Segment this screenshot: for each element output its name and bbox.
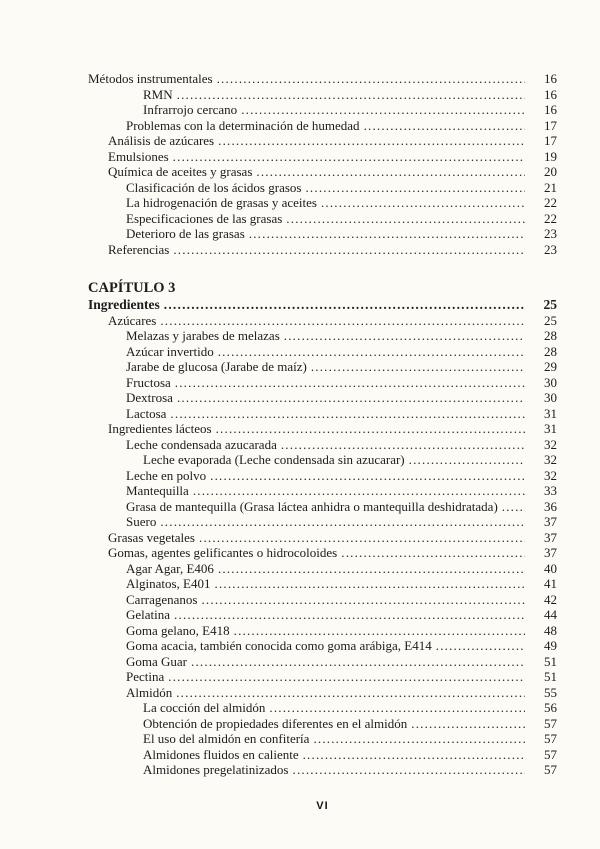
toc-entry <box>88 623 557 639</box>
dot-leader <box>172 685 525 701</box>
toc-entry <box>88 149 557 165</box>
dot-leader <box>166 406 525 422</box>
dot-leader <box>252 164 525 180</box>
toc-entry-label: Alginatos, E401 <box>126 576 211 591</box>
toc-entry <box>88 499 557 515</box>
page-number: 28 <box>544 343 557 359</box>
dot-leader <box>173 390 525 406</box>
toc-entry-label: Almidón <box>126 684 173 700</box>
toc-entry <box>88 607 557 623</box>
toc-entry <box>88 375 557 391</box>
toc-entry-label: Infrarrojo cercano <box>143 102 238 117</box>
toc-entry <box>88 762 557 778</box>
toc-entry <box>88 731 557 747</box>
dot-leader <box>245 226 525 242</box>
toc-entry <box>88 242 557 258</box>
dot-leader <box>214 344 525 360</box>
dot-leader <box>309 731 525 747</box>
dot-leader <box>299 747 525 763</box>
page-number: 16 <box>544 86 557 102</box>
dot-leader <box>170 607 525 623</box>
toc-entry <box>88 226 557 242</box>
page-number: 42 <box>544 591 557 607</box>
page-number: 20 <box>544 164 557 179</box>
page-number: 57 <box>544 762 557 777</box>
page-number: 49 <box>544 638 557 653</box>
dot-leader <box>230 623 525 639</box>
toc-entry-label: Emulsiones <box>108 148 169 164</box>
page-number: 37 <box>544 545 557 560</box>
toc-entry <box>88 211 557 227</box>
toc-entry-label: Grasa de mantequilla (Grasa láctea anhidra o mantequilla deshidratada) <box>126 498 498 514</box>
toc-entry <box>88 71 557 87</box>
page-number: 57 <box>544 746 557 762</box>
toc-entry <box>88 359 557 375</box>
toc-entry <box>88 118 557 134</box>
toc-entry-label: Almidones pregelatinizados <box>143 762 289 777</box>
page-number: 41 <box>544 576 557 591</box>
page-number: 25 <box>544 312 557 328</box>
page-number: 30 <box>544 390 557 405</box>
page-number: 37 <box>544 529 557 545</box>
dot-leader <box>360 118 525 134</box>
toc-entry <box>88 483 557 499</box>
toc-entry <box>88 87 557 103</box>
toc-entry-label: Ingredientes lácteos <box>108 421 212 436</box>
toc-entry <box>88 180 557 196</box>
toc-entry <box>88 164 557 180</box>
toc-entry-label: Obtención de propiedades diferentes en el almidón <box>143 715 408 731</box>
toc-entry-label: Agar Agar, E406 <box>126 560 214 576</box>
page-number: 23 <box>544 226 557 241</box>
toc-entry-label: Problemas con la determinación de humedad <box>126 117 360 133</box>
toc-entry <box>88 297 557 313</box>
page-footer <box>88 800 557 812</box>
toc-entry-label: Especificaciones de las grasas <box>126 210 283 226</box>
dot-leader <box>280 328 525 344</box>
toc-entry <box>88 654 557 670</box>
toc-entry-label: Fructosa <box>126 374 171 390</box>
dot-leader <box>213 71 525 87</box>
dot-leader <box>214 133 525 149</box>
page-number: 57 <box>544 715 557 731</box>
toc-entry-label: Mantequilla <box>126 483 189 498</box>
dot-leader <box>187 654 525 670</box>
page-number: 22 <box>544 210 557 226</box>
toc-entry-label: Análisis de azúcares <box>108 133 215 148</box>
page-number: 28 <box>544 328 557 343</box>
toc-entry-label: Pectina <box>126 669 165 684</box>
toc-entry <box>88 669 557 685</box>
page-number: 17 <box>544 117 557 133</box>
toc-entry <box>88 530 557 546</box>
table-of-contents <box>88 0 557 778</box>
dot-leader <box>160 297 525 313</box>
toc-entry-label: Clasificación de los ácidos grasos <box>126 179 302 195</box>
toc-entry <box>88 468 557 484</box>
dot-leader <box>237 102 525 118</box>
toc-entry <box>88 638 557 654</box>
toc-entry-label: Ingredientes <box>88 297 160 312</box>
dot-leader <box>407 716 525 732</box>
toc-entry <box>88 328 557 344</box>
toc-entry-label: Leche evaporada (Leche condensada sin azucarar) <box>143 452 405 467</box>
page-number: 44 <box>544 607 557 622</box>
dot-leader <box>498 499 525 515</box>
toc-entry-label: Leche condensada azucarada <box>126 436 277 452</box>
toc-entry-label: Referencias <box>108 241 170 257</box>
dot-leader <box>206 468 525 484</box>
toc-entry-label: El uso del almidón en confitería <box>143 731 310 746</box>
toc-entry <box>88 133 557 149</box>
toc-entry <box>88 344 557 360</box>
page-number: 17 <box>544 133 557 148</box>
toc-entry-label: Azúcares <box>108 312 157 328</box>
dot-leader <box>214 561 525 577</box>
toc-entry <box>88 747 557 763</box>
page-number: 23 <box>544 241 557 257</box>
toc-entry-label: Goma Guar <box>126 653 188 669</box>
dot-leader <box>212 421 525 437</box>
footer-page-number: VI <box>316 799 329 812</box>
dot-leader <box>169 242 525 258</box>
toc-entry <box>88 195 557 211</box>
dot-leader <box>173 87 525 103</box>
toc-entry <box>88 514 557 530</box>
page-number: 31 <box>544 421 557 436</box>
toc-entry-label: Gomas, agentes gelificantes o hidrocoloides <box>108 545 338 560</box>
page-number: 22 <box>544 195 557 210</box>
toc-entry-label: Goma gelano, E418 <box>126 622 230 638</box>
page-number: 37 <box>544 514 557 529</box>
chapter-heading: CAPÍTULO 3 <box>88 280 176 296</box>
dot-leader <box>289 762 526 778</box>
dot-leader <box>265 700 525 716</box>
dot-leader <box>211 576 526 592</box>
dot-leader <box>337 545 525 561</box>
toc-entry <box>88 685 557 701</box>
toc-entry <box>88 592 557 608</box>
toc-entry <box>88 313 557 329</box>
dot-leader <box>432 638 525 654</box>
page-number: 51 <box>544 669 557 684</box>
dot-leader <box>189 483 525 499</box>
page-number: 33 <box>544 483 557 498</box>
toc-entry-label: La cocción del almidón <box>143 700 266 715</box>
toc-entry-label: Carragenanos <box>126 591 198 607</box>
page-number: 19 <box>544 148 557 164</box>
toc-entry <box>88 437 557 453</box>
page-number: 16 <box>544 71 557 86</box>
dot-leader <box>282 211 525 227</box>
toc-entry <box>88 406 557 422</box>
page-number: 32 <box>544 436 557 452</box>
toc-entry-label: Jarabe de glucosa (Jarabe de maíz) <box>126 359 307 374</box>
toc-entry <box>88 452 557 468</box>
toc-entry-label: Goma acacia, también conocida como goma arábiga, E414 <box>126 638 432 653</box>
page-number: 25 <box>543 297 557 312</box>
dot-leader <box>156 313 525 329</box>
toc-entry-label: Grasas vegetales <box>108 529 195 545</box>
toc-entry-label: Dextrosa <box>126 390 173 405</box>
toc-entry <box>88 545 557 561</box>
toc-entry-label: Deterioro de las grasas <box>126 226 245 241</box>
page-number: 51 <box>544 653 557 669</box>
toc-entry-label: Lactosa <box>126 405 167 421</box>
page-number: 16 <box>544 102 557 117</box>
dot-leader <box>277 437 525 453</box>
dot-leader <box>317 195 525 211</box>
page-number: 40 <box>544 560 557 576</box>
toc-entry-label: Gelatina <box>126 607 171 622</box>
dot-leader <box>307 359 525 375</box>
toc-entry-label: Almidones fluidos en caliente <box>143 746 299 762</box>
dot-leader <box>197 592 525 608</box>
toc-entry-label: Suero <box>126 514 157 529</box>
dot-leader <box>171 375 525 391</box>
dot-leader <box>301 180 525 196</box>
toc-entry <box>88 700 557 716</box>
toc-entry-label: Melazas y jarabes de melazas <box>126 328 280 343</box>
page-number: 48 <box>544 622 557 638</box>
toc-entry <box>88 390 557 406</box>
page-number: 56 <box>544 700 557 715</box>
dot-leader <box>164 669 525 685</box>
dot-leader <box>195 530 525 546</box>
toc-entry-label: Química de aceites y grasas <box>108 164 253 179</box>
page-number: 32 <box>544 452 557 467</box>
dot-leader <box>156 514 525 530</box>
toc-entry-label: RMN <box>143 86 173 102</box>
toc-entry-label: Azúcar invertido <box>126 343 214 359</box>
dot-leader <box>405 452 525 468</box>
page-number: 29 <box>544 359 557 374</box>
toc-entry-label: Leche en polvo <box>126 467 207 483</box>
toc-entry <box>88 716 557 732</box>
page-number: 55 <box>544 684 557 700</box>
toc-entry <box>88 576 557 592</box>
toc-entry <box>88 102 557 118</box>
page-number: 36 <box>544 498 557 514</box>
toc-entry <box>88 561 557 577</box>
page-number: 31 <box>544 405 557 421</box>
page-number: 57 <box>544 731 557 746</box>
page-number: 30 <box>544 374 557 390</box>
toc-entry-label: La hidrogenación de grasas y aceites <box>126 195 317 210</box>
dot-leader <box>169 149 525 165</box>
page-number: 32 <box>544 467 557 483</box>
toc-entry <box>88 421 557 437</box>
page-number: 21 <box>544 179 557 195</box>
toc-entry-label: Métodos instrumentales <box>88 71 213 86</box>
